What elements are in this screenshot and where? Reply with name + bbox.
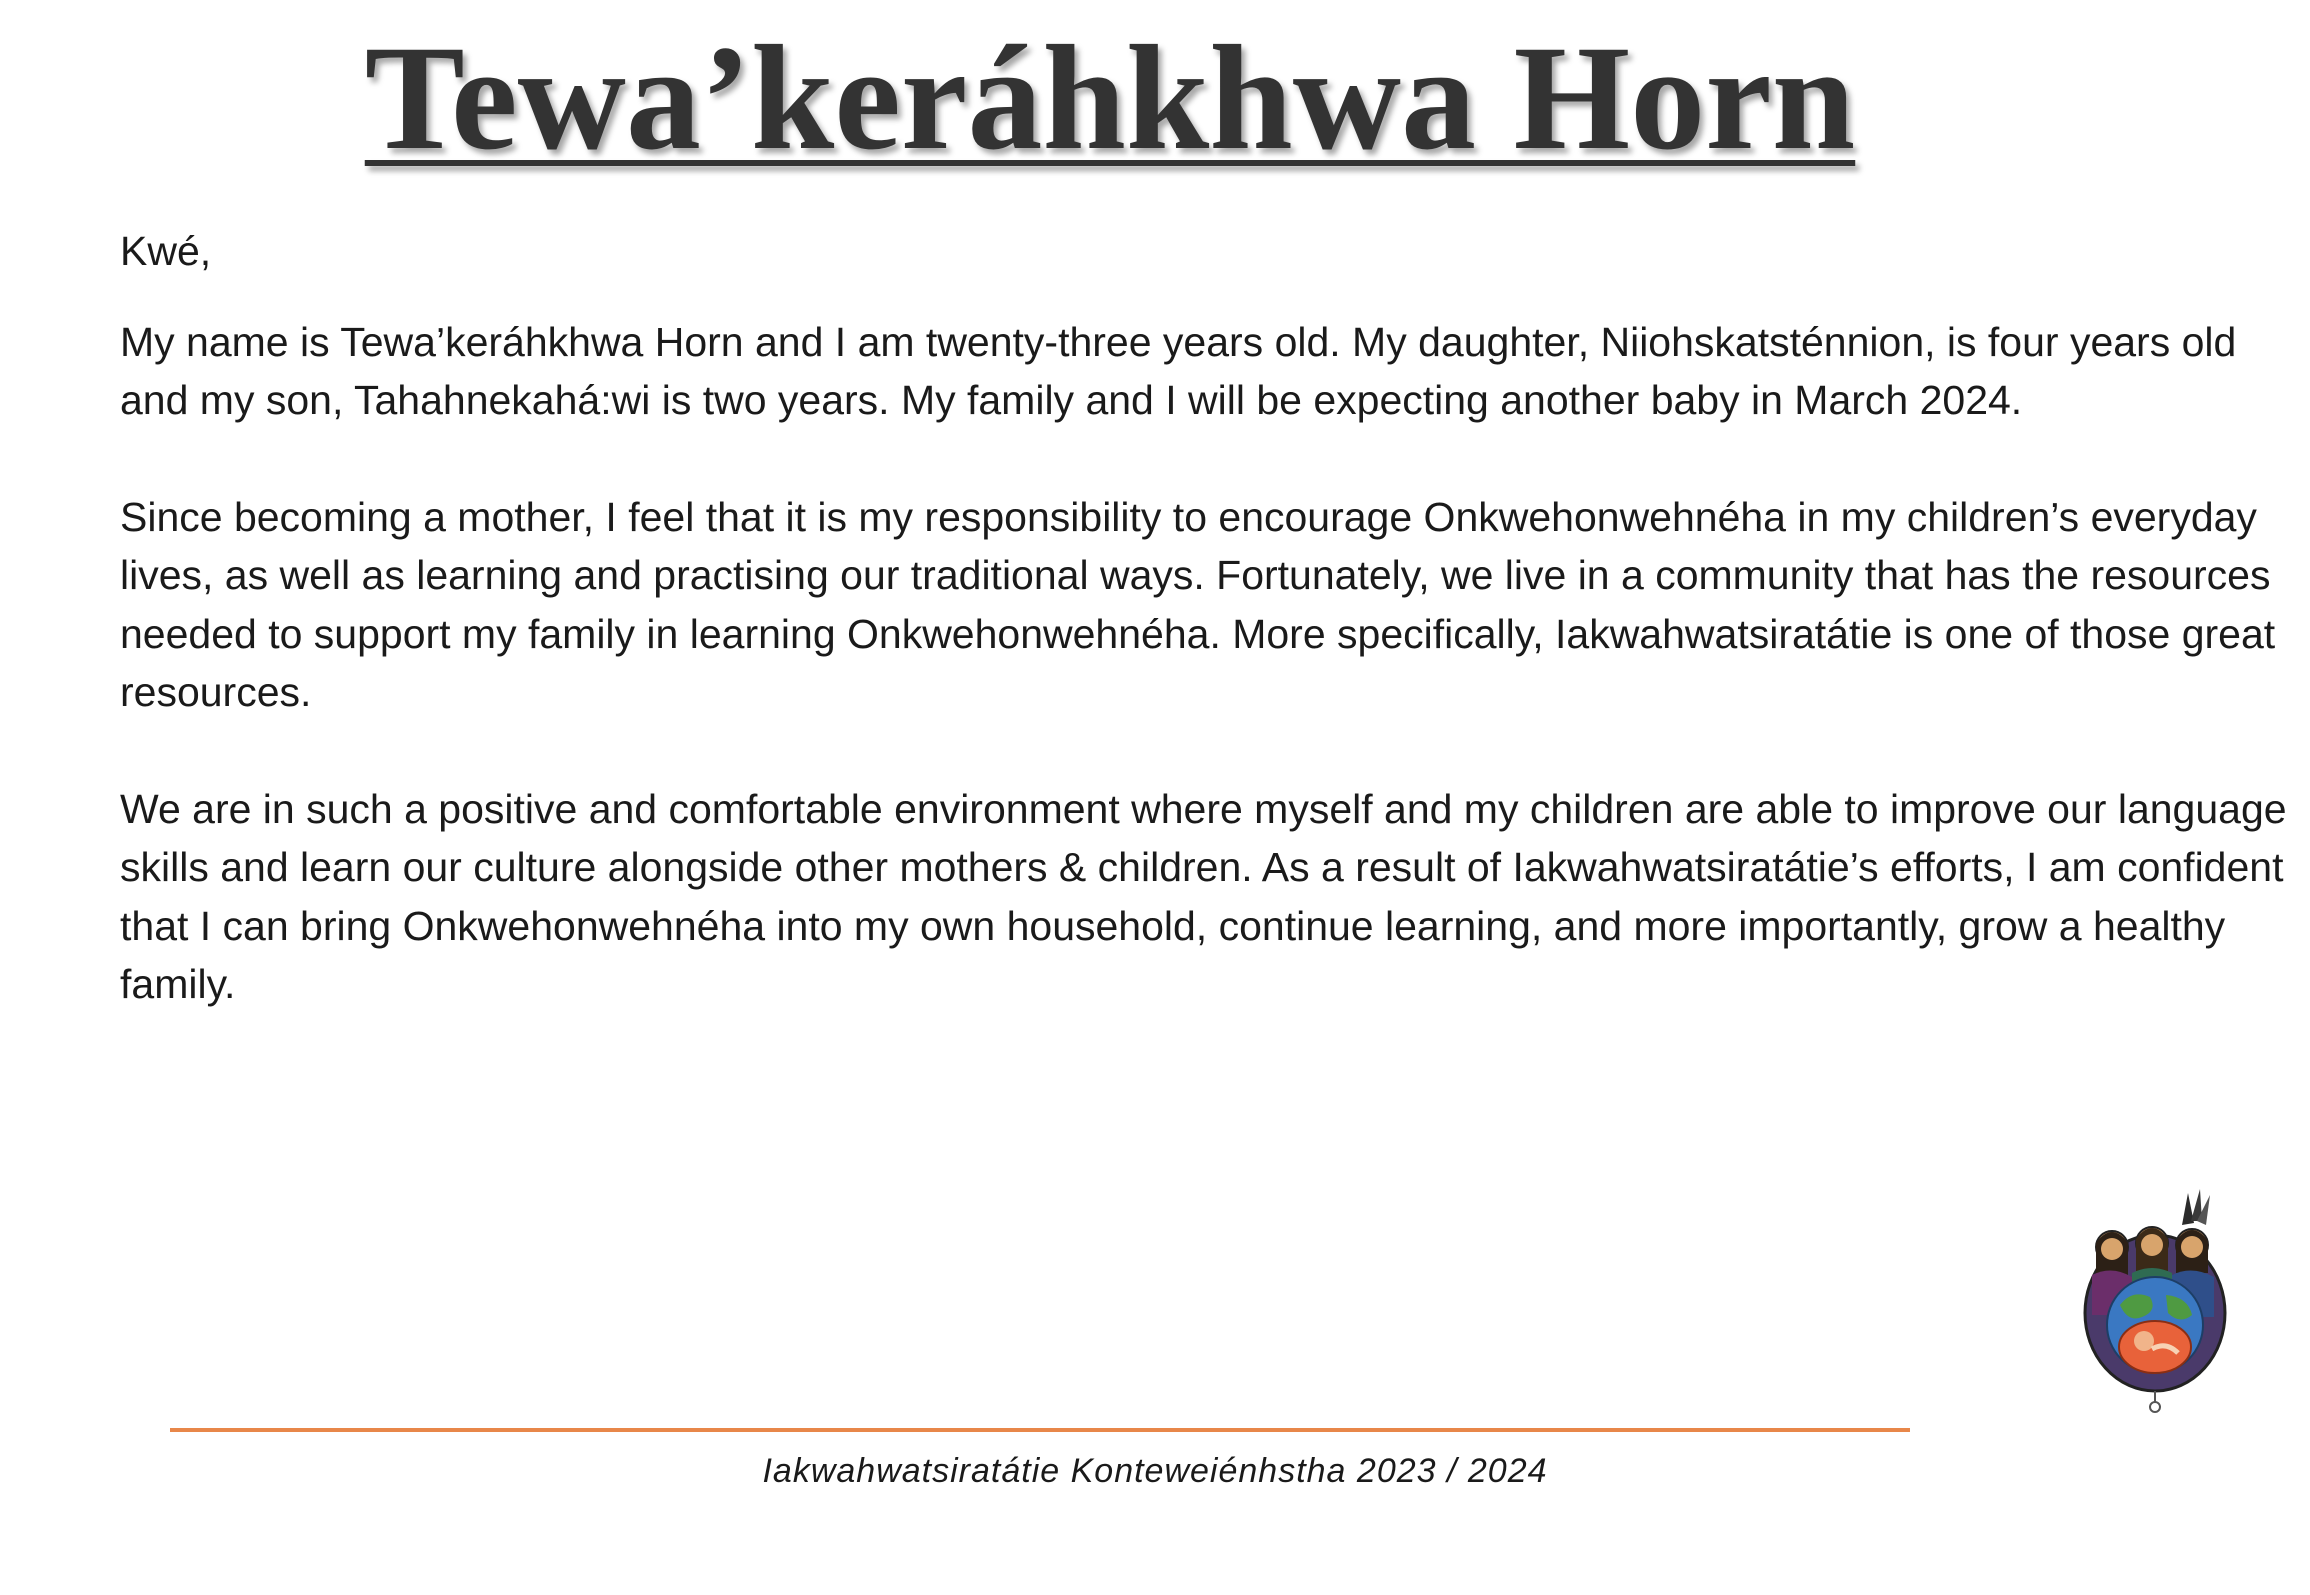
footer-caption: Iakwahwatsiratátie Konteweiénhstha 2023 / 2024 [762,1452,1548,1490]
footer-divider [170,1428,1910,1432]
paragraph-3: We are in such a positive and comfortable environment where myself and my children are able to improve our language skills and learn our culture alongside other mothers & children. As a result of Iakwahwatsiratátie’s efforts, I am confident that I can bring Onkwehonwehnéha into my own household, continue learning, and more importantly, grow a healthy family. [120,785,2287,1007]
paragraph-2: Since becoming a mother, I feel that it is my responsibility to encourage Onkwehonwehnéha in my children’s everyday lives, as well as learning and practising our traditional ways. Fortunately, we live in a community that has the resources needed to support my family in learning Onkwehonwehnéha. More specifically, Iakwahwatsiratátie is one of those great resources. [120,493,2276,715]
paragraph-1: My name is Tewa’keráhkhwa Horn and I am twenty-three years old. My daughter, Niiohskatsténnion, is four years old and my son, Tahahnekahá:wi is two years. My family and I will be expecting another baby in March 2024. [120,318,2237,423]
greeting: Kwé, [120,228,212,274]
page-title-text: Tewa’keráhkhwa Horn [364,15,1856,181]
letter-body [120,222,2290,1014]
page-title [0,16,2220,181]
family-earth-logo-icon [2070,1185,2240,1415]
